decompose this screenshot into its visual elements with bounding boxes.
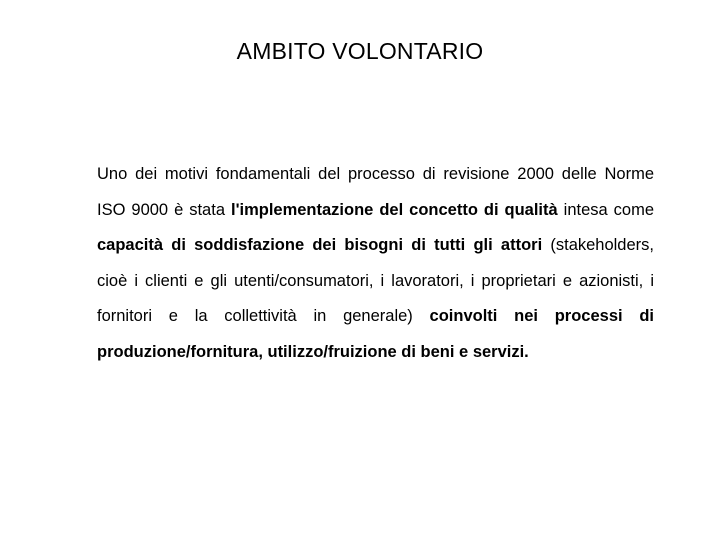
body-text-segment-3: (stakeholders, cioè i clienti e gli utenti/consumatori, i lavoratori, i proprietari e azionisti, i fornitori e la collettività in generale) [97, 236, 654, 325]
slide-title-text: AMBITO VOLONTARIO [236, 38, 484, 64]
body-emphasis-1: l'implementazione del concetto di qualità [230, 200, 558, 219]
body-emphasis-3: coinvolti nei processi di produzione/fornitura, utilizzo/fruizione di beni e servizi. [97, 307, 655, 361]
body-text-segment-2: intesa come [557, 200, 655, 219]
slide-title [0, 33, 720, 69]
body-paragraph [97, 157, 654, 370]
body-emphasis-2: capacità di soddisfazione dei bisogni di tutti gli attori [97, 236, 543, 254]
body-text-segment-1: Uno dei motivi fondamentali del processo di revisione 2000 delle Norme ISO 9000 è stata [97, 165, 654, 219]
